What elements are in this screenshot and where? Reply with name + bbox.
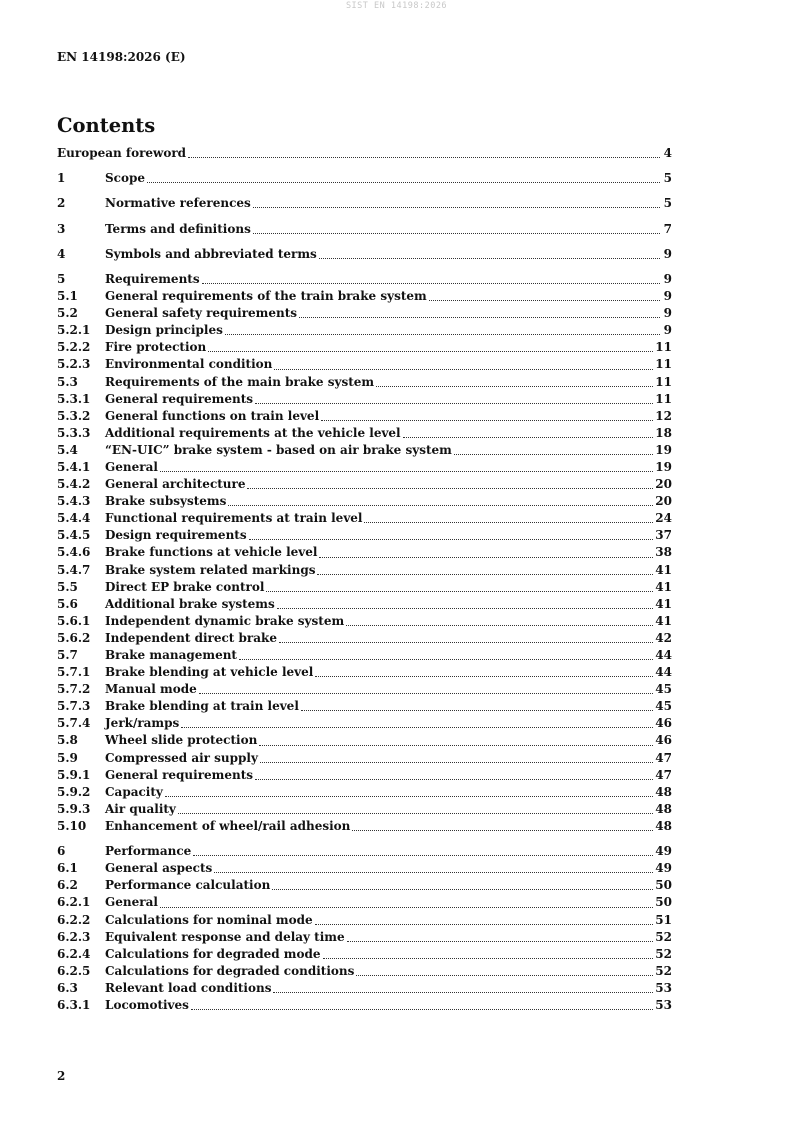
toc-entry-number: 3 xyxy=(57,221,66,236)
toc-entry-title: Performance xyxy=(105,844,192,859)
dot-leader xyxy=(315,675,653,677)
toc-entry-number: 5.6 xyxy=(57,596,78,611)
toc-entry-title: Additional requirements at the vehicle level xyxy=(105,425,401,440)
toc-entry-title: Scope xyxy=(105,171,146,186)
dot-leader xyxy=(202,282,660,284)
dot-leader xyxy=(249,538,654,540)
page-number: 2 xyxy=(57,1069,66,1083)
dot-leader xyxy=(247,487,653,489)
dot-leader xyxy=(376,385,653,387)
dot-leader xyxy=(160,906,653,908)
toc-entry-title: Design principles xyxy=(105,323,223,338)
toc-entry-title: General safety requirements xyxy=(105,306,298,321)
toc-entry-page: 48 xyxy=(655,801,672,816)
toc-entry-page: 53 xyxy=(655,997,672,1012)
toc-entry[interactable] xyxy=(57,425,672,442)
toc-entry-page: 11 xyxy=(655,340,672,355)
toc-entry-page: 11 xyxy=(655,357,672,372)
toc-entry-page: 5 xyxy=(663,196,672,211)
toc-entry-number: 5.6.2 xyxy=(57,630,91,645)
toc-entry-title: General requirements of the train brake system xyxy=(105,289,427,304)
toc-entry-number: 5.2.1 xyxy=(57,323,91,338)
toc-entry-page: 50 xyxy=(655,895,672,910)
toc-entry[interactable] xyxy=(57,221,672,238)
toc-entry-title: European foreword xyxy=(57,146,187,160)
toc-entry-title: Fire protection xyxy=(105,340,207,355)
toc-entry-page: 45 xyxy=(655,682,672,697)
toc-entry[interactable] xyxy=(57,510,672,527)
toc-entry-title: Independent direct brake xyxy=(105,630,277,645)
toc-entry-title: Equivalent response and delay time xyxy=(105,929,345,944)
toc-entry[interactable] xyxy=(57,946,672,963)
toc-entry-number: 5.4.1 xyxy=(57,459,91,474)
toc-entry-title: Capacity xyxy=(105,784,163,799)
toc-entry[interactable] xyxy=(57,246,672,263)
toc-entry[interactable] xyxy=(57,767,672,784)
toc-entry[interactable] xyxy=(57,843,672,860)
toc-entry-number: 6.3.1 xyxy=(57,997,91,1012)
toc-entry-number: 4 xyxy=(57,246,66,261)
toc-entry-page: 49 xyxy=(655,861,672,876)
toc-entry[interactable] xyxy=(57,271,672,288)
dot-leader xyxy=(299,316,660,318)
toc-entry-title: Requirements of the main brake system xyxy=(105,374,375,389)
dot-leader xyxy=(319,556,653,558)
dot-leader xyxy=(346,624,653,626)
toc-entry[interactable] xyxy=(57,715,672,732)
toc-entry-title: Brake blending at vehicle level xyxy=(105,665,314,680)
toc-entry[interactable] xyxy=(57,195,672,212)
toc-entry-page: 44 xyxy=(655,665,672,680)
toc-entry-number: 5.8 xyxy=(57,733,78,748)
watermark: SIST EN 14198:2026 xyxy=(345,1,448,11)
dot-leader xyxy=(255,402,653,404)
dot-leader xyxy=(260,761,653,763)
dot-leader xyxy=(266,590,653,592)
toc-entry[interactable] xyxy=(57,442,672,459)
toc-entry-number: 5.7 xyxy=(57,648,78,662)
toc-entry-number: 2 xyxy=(57,196,66,211)
toc-entry[interactable] xyxy=(57,145,672,162)
toc-entry[interactable] xyxy=(57,613,672,630)
toc-entry-page: 47 xyxy=(655,750,672,765)
dot-leader xyxy=(323,957,654,959)
toc-entry[interactable] xyxy=(57,784,672,801)
toc-entry-number: 1 xyxy=(57,171,66,186)
toc-entry-number: 5.4.2 xyxy=(57,477,91,492)
toc-entry-number: 6 xyxy=(57,844,66,859)
dot-leader xyxy=(181,726,653,728)
toc-entry-title: Independent dynamic brake system xyxy=(105,613,345,628)
dot-leader xyxy=(301,709,653,711)
toc-entry-title: Calculations for degraded mode xyxy=(105,946,321,961)
toc-entry-number: 5.7.4 xyxy=(57,716,91,731)
toc-entry-number: 5.2.3 xyxy=(57,357,91,372)
toc-entry[interactable] xyxy=(57,579,672,596)
dot-leader xyxy=(356,974,653,976)
dot-leader xyxy=(193,854,653,856)
toc-entry-title: General xyxy=(105,895,158,910)
toc-entry-page: 12 xyxy=(655,408,672,423)
toc-entry-page: 47 xyxy=(655,767,672,782)
toc-entry-page: 20 xyxy=(655,477,672,492)
dot-leader xyxy=(259,744,653,746)
toc-entry-title: Requirements xyxy=(105,271,200,286)
toc-entry[interactable] xyxy=(57,170,672,187)
toc-entry-page: 49 xyxy=(655,844,672,859)
toc-entry-page: 38 xyxy=(655,545,672,560)
toc-entry-page: 50 xyxy=(655,878,672,893)
toc-entry-page: 18 xyxy=(655,425,672,440)
toc-entry[interactable] xyxy=(57,894,672,911)
toc-entry-title: Jerk/ramps xyxy=(105,716,180,731)
toc-entry-page: 51 xyxy=(655,912,672,927)
toc-entry-page: 4 xyxy=(663,146,672,160)
toc-entry[interactable] xyxy=(57,877,672,894)
toc-entry-number: 6.2.3 xyxy=(57,929,91,944)
toc-entry-title: Brake subsystems xyxy=(105,494,227,509)
toc-entry-page: 53 xyxy=(655,980,672,995)
dot-leader xyxy=(279,641,653,643)
toc-entry-title: Manual mode xyxy=(105,682,197,697)
toc-entry[interactable] xyxy=(57,630,672,647)
toc-entry[interactable] xyxy=(57,963,672,980)
toc-entry-title: Direct EP brake control xyxy=(105,579,265,594)
toc-entry[interactable] xyxy=(57,391,672,408)
toc-entry[interactable] xyxy=(57,356,672,373)
toc-entry-number: 5.9.3 xyxy=(57,801,91,816)
toc-entry-page: 48 xyxy=(655,818,672,833)
toc-entry[interactable] xyxy=(57,801,672,818)
toc-entry-title: General requirements xyxy=(105,767,254,782)
toc-entry-title: General architecture xyxy=(105,477,246,492)
toc-entry-number: 5 xyxy=(57,271,66,286)
toc-entry-page: 11 xyxy=(655,391,672,406)
toc-entry[interactable] xyxy=(57,750,672,767)
dot-leader xyxy=(178,812,653,814)
toc-entry[interactable] xyxy=(57,544,672,561)
toc-entry-number: 5.4.4 xyxy=(57,511,91,526)
toc-entry[interactable] xyxy=(57,647,672,664)
dot-leader xyxy=(253,206,660,208)
dot-leader xyxy=(364,521,653,523)
dot-leader xyxy=(147,181,660,183)
toc-entry[interactable] xyxy=(57,664,672,681)
toc-entry[interactable] xyxy=(57,459,672,476)
dot-leader xyxy=(239,658,653,660)
toc-entry-title: General xyxy=(105,459,158,474)
toc-entry-page: 44 xyxy=(655,648,672,662)
table-of-contents xyxy=(57,145,672,1014)
toc-entry-page: 19 xyxy=(655,442,672,457)
toc-entry[interactable] xyxy=(57,980,672,997)
toc-entry-title: Brake management xyxy=(105,648,237,662)
dot-leader xyxy=(225,333,660,335)
toc-entry-title: Enhancement of wheel/rail adhesion xyxy=(105,818,351,833)
toc-entry-title: Performance calculation xyxy=(105,878,271,893)
toc-entry-number: 6.2 xyxy=(57,878,78,893)
toc-entry[interactable] xyxy=(57,596,672,613)
dot-leader xyxy=(253,232,660,234)
dot-leader xyxy=(228,504,653,506)
toc-entry-title: Brake system related markings xyxy=(105,562,316,577)
toc-entry-number: 5.4.7 xyxy=(57,562,91,577)
toc-entry-page: 46 xyxy=(655,733,672,748)
toc-entry-title: Relevant load conditions xyxy=(105,980,272,995)
toc-entry-page: 11 xyxy=(655,374,672,389)
toc-entry[interactable] xyxy=(57,339,672,356)
toc-entry-title: General aspects xyxy=(105,861,213,876)
toc-entry-page: 41 xyxy=(655,562,672,577)
toc-entry-number: 6.3 xyxy=(57,980,78,995)
toc-entry-title: Symbols and abbreviated terms xyxy=(105,246,317,261)
toc-entry-title: Wheel slide protection xyxy=(105,733,258,748)
toc-entry-number: 5.3.1 xyxy=(57,391,91,406)
dot-leader xyxy=(319,257,660,259)
toc-entry[interactable] xyxy=(57,476,672,493)
dot-leader xyxy=(255,778,653,780)
dot-leader xyxy=(429,299,660,301)
dot-leader xyxy=(274,368,653,370)
dot-leader xyxy=(165,795,653,797)
toc-entry-page: 9 xyxy=(663,323,672,338)
toc-entry-title: Calculations for nominal mode xyxy=(105,912,313,927)
toc-entry[interactable] xyxy=(57,288,672,305)
dot-leader xyxy=(321,419,653,421)
toc-entry-page: 45 xyxy=(655,699,672,714)
toc-entry-title: Brake functions at vehicle level xyxy=(105,545,318,560)
toc-entry[interactable] xyxy=(57,562,672,579)
toc-entry[interactable] xyxy=(57,698,672,715)
toc-entry-page: 41 xyxy=(655,613,672,628)
toc-entry-page: 9 xyxy=(663,271,672,286)
dot-leader xyxy=(214,871,653,873)
toc-entry-title: Terms and definitions xyxy=(105,221,251,236)
toc-entry-number: 5.7.3 xyxy=(57,699,91,714)
toc-entry-number: 6.1 xyxy=(57,861,78,876)
toc-entry[interactable] xyxy=(57,527,672,544)
toc-entry-page: 5 xyxy=(663,171,672,186)
dot-leader xyxy=(454,453,653,455)
toc-entry-number: 5.1 xyxy=(57,289,78,304)
dot-leader xyxy=(160,470,653,472)
toc-entry[interactable] xyxy=(57,860,672,877)
toc-entry[interactable] xyxy=(57,929,672,946)
dot-leader xyxy=(315,923,654,925)
dot-leader xyxy=(188,156,660,158)
toc-entry-page: 41 xyxy=(655,579,672,594)
dot-leader xyxy=(199,692,654,694)
dot-leader xyxy=(347,940,654,942)
toc-entry-title: Locomotives xyxy=(105,997,189,1012)
toc-entry-title: Environmental condition xyxy=(105,357,273,372)
toc-entry-number: 5.4.6 xyxy=(57,545,91,560)
toc-entry[interactable] xyxy=(57,408,672,425)
dot-leader xyxy=(273,991,653,993)
toc-entry-number: 5.3.3 xyxy=(57,425,91,440)
toc-entry-number: 5.5 xyxy=(57,579,78,594)
toc-entry-page: 52 xyxy=(655,963,672,978)
toc-entry-number: 5.2 xyxy=(57,306,78,321)
toc-entry-page: 46 xyxy=(655,716,672,731)
toc-entry-page: 42 xyxy=(655,630,672,645)
dot-leader xyxy=(208,350,653,352)
toc-entry-number: 6.2.1 xyxy=(57,895,91,910)
toc-entry-page: 9 xyxy=(663,289,672,304)
toc-entry[interactable] xyxy=(57,322,672,339)
toc-entry-number: 5.3 xyxy=(57,374,78,389)
toc-entry-title: Functional requirements at train level xyxy=(105,511,363,526)
toc-entry-title: Air quality xyxy=(105,801,176,816)
toc-entry-title: Calculations for degraded conditions xyxy=(105,963,355,978)
toc-entry-page: 24 xyxy=(655,511,672,526)
toc-entry-number: 5.9.1 xyxy=(57,767,91,782)
toc-entry-title: General requirements xyxy=(105,391,254,406)
toc-entry-page: 52 xyxy=(655,946,672,961)
toc-entry-number: 6.2.5 xyxy=(57,963,91,978)
dot-leader xyxy=(317,573,653,575)
toc-entry-number: 5.3.2 xyxy=(57,408,91,423)
toc-entry[interactable] xyxy=(57,374,672,391)
toc-entry[interactable] xyxy=(57,732,672,749)
toc-entry-number: 5.10 xyxy=(57,818,87,833)
toc-entry[interactable] xyxy=(57,493,672,510)
toc-entry-number: 6.2.4 xyxy=(57,946,91,961)
toc-entry[interactable] xyxy=(57,912,672,929)
dot-leader xyxy=(277,607,654,609)
toc-entry-page: 37 xyxy=(655,528,672,543)
toc-entry-title: Additional brake systems xyxy=(105,596,275,611)
toc-entry-page: 52 xyxy=(655,929,672,944)
toc-entry-number: 6.2.2 xyxy=(57,912,91,927)
toc-entry-page: 48 xyxy=(655,784,672,799)
toc-entry[interactable] xyxy=(57,305,672,322)
toc-entry-page: 41 xyxy=(655,596,672,611)
toc-entry-number: 5.4.3 xyxy=(57,494,91,509)
toc-entry[interactable] xyxy=(57,818,672,835)
toc-entry-number: 5.2.2 xyxy=(57,340,91,355)
toc-entry-page: 7 xyxy=(663,221,672,236)
toc-entry[interactable] xyxy=(57,681,672,698)
toc-entry-number: 5.6.1 xyxy=(57,613,91,628)
toc-entry-title: Compressed air supply xyxy=(105,750,258,765)
toc-entry-title: Brake blending at train level xyxy=(105,699,299,714)
toc-entry-number: 5.7.2 xyxy=(57,682,91,697)
toc-entry-page: 9 xyxy=(663,306,672,321)
dot-leader xyxy=(403,436,654,438)
toc-entry-number: 5.7.1 xyxy=(57,665,91,680)
toc-entry-number: 5.4 xyxy=(57,442,78,457)
toc-entry-number: 5.9.2 xyxy=(57,784,91,799)
toc-entry-title: “EN-UIC” brake system - based on air brake system xyxy=(105,442,452,457)
toc-entry-page: 9 xyxy=(663,246,672,261)
document-id: EN 14198:2026 (E) xyxy=(57,50,186,64)
toc-entry-page: 20 xyxy=(655,494,672,509)
toc-entry-number: 5.9 xyxy=(57,750,78,765)
toc-entry-title: Normative references xyxy=(105,196,251,211)
toc-entry-number: 5.4.5 xyxy=(57,528,91,543)
dot-leader xyxy=(272,888,653,890)
toc-entry-title: Design requirements xyxy=(105,528,247,543)
dot-leader xyxy=(352,829,653,831)
contents-heading: Contents xyxy=(57,114,156,137)
toc-entry-page: 19 xyxy=(655,459,672,474)
toc-entry-title: General functions on train level xyxy=(105,408,320,423)
toc-entry[interactable] xyxy=(57,997,672,1014)
dot-leader xyxy=(191,1008,653,1010)
